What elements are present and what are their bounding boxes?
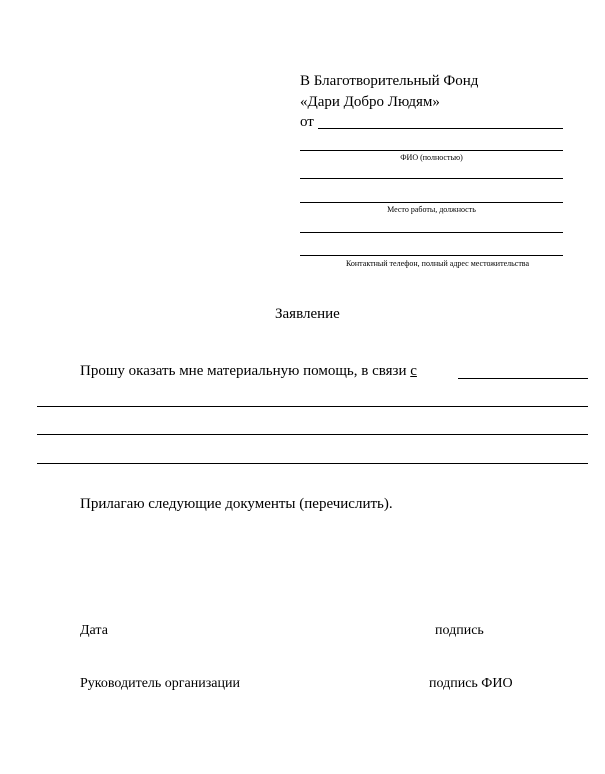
work-field-line-1[interactable] [300,178,563,179]
from-name-field-line[interactable] [318,128,563,129]
fio-caption: ФИО (полностью) [400,153,463,162]
work-field-line-2[interactable] [300,202,563,203]
attachments-text: Прилагаю следующие документы (перечислить). [80,496,393,512]
reason-field-line-4[interactable] [37,463,588,464]
contacts-field-line-1[interactable] [300,232,563,233]
reason-field-line-3[interactable] [37,434,588,435]
signature-label: подпись [435,623,484,638]
reason-field-line-1[interactable] [458,378,588,379]
date-label: Дата [80,623,108,638]
manager-label: Руководитель организации [80,676,240,691]
reason-field-line-2[interactable] [37,406,588,407]
request-text-main: Прошу оказать мне материальную помощь, в связи [80,363,407,379]
contacts-field-line-2[interactable] [300,255,563,256]
addressee-line-2: «Дари Добро Людям» [300,94,440,110]
request-preposition: с [410,363,417,379]
addressee-line-1: В Благотворительный Фонд [300,73,479,89]
document-title: Заявление [275,306,340,322]
contacts-caption: Контактный телефон, полный адрес местожительства [345,259,530,268]
manager-signature-label: подпись ФИО [429,676,513,691]
request-text [80,362,417,380]
fio-field-line[interactable] [300,150,563,151]
from-label: от [300,114,314,130]
work-caption: Место работы, должность [387,205,476,214]
